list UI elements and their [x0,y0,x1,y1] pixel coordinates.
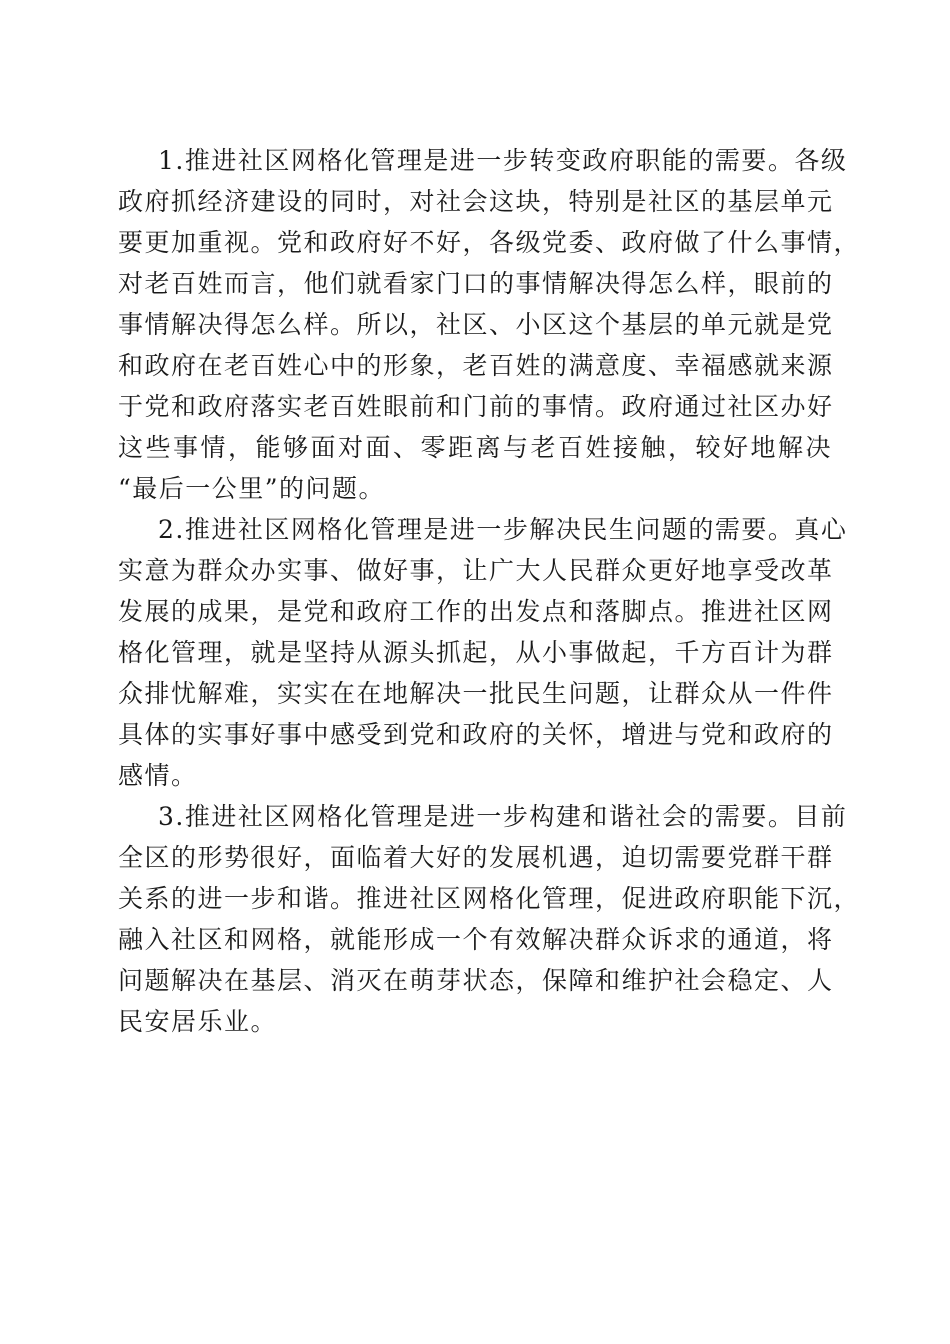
paragraph-2-line: 2.推进社区网格化管理是进一步解决民生问题的需要。真心 [158,515,848,544]
paragraph-1-line: 和政府在老百姓心中的形象，老百姓的满意度、幸福感就来源 [118,351,834,380]
paragraph-2-line: 具体的实事好事中感受到党和政府的关怀，增进与党和政府的 [118,720,834,749]
paragraph-1-line: 这些事情，能够面对面、零距离与老百姓接触，较好地解决 [118,433,832,462]
paragraph-1 [118,140,861,509]
paragraph-1-line: 政府抓经济建设的同时，对社会这块，特别是社区的基层单元 [118,187,834,216]
paragraph-3 [118,796,861,1042]
paragraph-1-line: 于党和政府落实老百姓眼前和门前的事情。政府通过社区办好 [118,392,834,421]
paragraph-3-line: 3.推进社区网格化管理是进一步构建和谐社会的需要。目前 [158,802,848,831]
paragraph-2-line: 发展的成果，是党和政府工作的出发点和落脚点。推进社区网 [118,597,834,626]
document-body [118,140,861,1042]
paragraph-3-line: 问题解决在基层、消灭在萌芽状态，保障和维护社会稳定、人 [118,966,834,995]
paragraph-2-line: 格化管理，就是坚持从源头抓起，从小事做起，千方百计为群 [118,638,834,667]
paragraph-2 [118,509,848,796]
paragraph-1-line: 事情解决得怎么样。所以，社区、小区这个基层的单元就是党 [118,310,834,339]
paragraph-3-line: 关系的进一步和谐。推进社区网格化管理，促进政府职能下沉， [118,884,861,913]
paragraph-2-line: 感情。 [118,761,198,790]
paragraph-1-line: “最后一公里”的问题。 [118,474,386,503]
paragraph-3-line: 融入社区和网格，就能形成一个有效解决群众诉求的通道，将 [118,925,834,954]
paragraph-1-line: 1.推进社区网格化管理是进一步转变政府职能的需要。各级 [158,146,848,175]
paragraph-1-line: 对老百姓而言，他们就看家门口的事情解决得怎么样，眼前的 [118,269,834,298]
paragraph-2-line: 众排忧解难，实实在在地解决一批民生问题，让群众从一件件 [118,679,834,708]
paragraph-3-line: 全区的形势很好，面临着大好的发展机遇，迫切需要党群干群 [118,843,834,872]
paragraph-1-line: 要更加重视。党和政府好不好，各级党委、政府做了什么事情， [118,228,861,257]
paragraph-2-line: 实意为群众办实事、做好事，让广大人民群众更好地享受改革 [118,556,834,585]
paragraph-3-line: 民安居乐业。 [118,1007,278,1036]
